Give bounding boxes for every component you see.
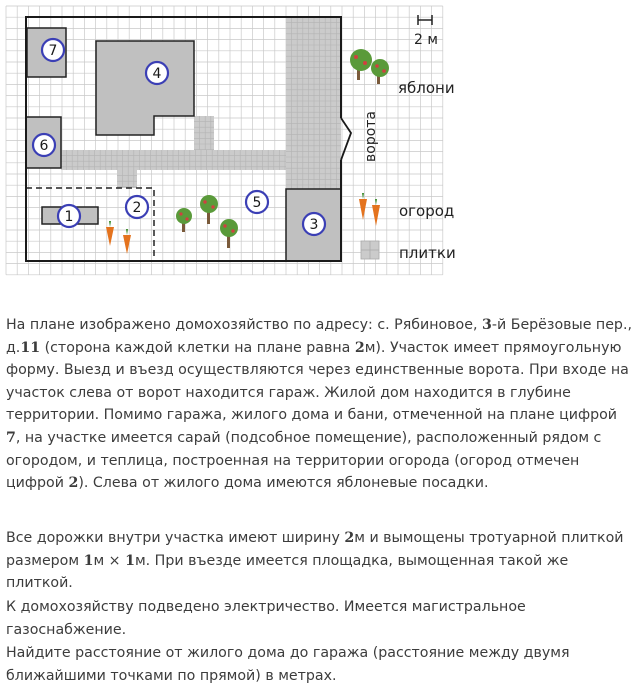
- apple-tree-icon: [200, 195, 218, 224]
- numeral: 7: [6, 429, 16, 446]
- paragraph-paths: Все дорожки внутри участка имеют ширину 2м и вымощены тротуарной плиткой размером 1м × 1м. При въезде имеется площадка, вымощенная такой же плиткой.: [6, 530, 624, 592]
- numeral: 1: [83, 552, 94, 569]
- paragraph-utilities: К домохозяйству подведено электричество. Имеется магистральное газоснабжение.: [6, 599, 526, 638]
- tiles-label: плитки: [399, 244, 456, 262]
- apple-tree-icon: [220, 219, 238, 248]
- paragraph-description: На плане изображено домохозяйство по адресу: с. Рябиновое, 3-й Берёзовые пер., д.11 (сторона каждой клетки на плане равна 2м). Участок имеет прямоугольную форму. Выезд и въезд осуществляются через единственные ворота. При входе на участок слева от ворот находится гараж. Жилой дом находится в глубине территории. Помимо гаража, жилого дома и бани, отмеченной на плане цифрой 7, на участке имеется сарай (подсобное помещение), расположенный рядом с огородом, и теплица, построенная на территории огорода (огород отмечен цифрой 2). Слева от жилого дома имеются яблоневые посадки.: [6, 317, 632, 492]
- apple-trees-label: яблони: [398, 79, 455, 97]
- marker-2-label: 2: [132, 200, 142, 216]
- gate-label: ворота: [363, 110, 379, 162]
- numeral: 2: [344, 530, 355, 546]
- numeral: 2: [354, 339, 365, 356]
- garden-label: огород: [399, 202, 455, 220]
- numeral: 1: [125, 552, 135, 569]
- building-house: [96, 41, 194, 135]
- marker-1-label: 1: [64, 209, 74, 225]
- carrot-icon: [106, 221, 131, 254]
- marker-3-label: 3: [309, 217, 319, 233]
- paragraph-question: Найдите расстояние от жилого дома до гаража (расстояние между двумя ближайшими точками по прямой) в метрах.: [6, 645, 570, 684]
- apple-trees-icon: [350, 49, 389, 84]
- tile-swatch-icon: [361, 241, 379, 259]
- scale-label: 2 м: [414, 32, 438, 48]
- marker-7-label: 7: [48, 43, 58, 59]
- marker-5-label: 5: [252, 195, 262, 211]
- numeral: 11: [20, 339, 41, 356]
- marker-4-label: 4: [152, 66, 162, 82]
- numeral: 2: [68, 475, 79, 492]
- carrot-icon: [359, 193, 380, 226]
- apple-tree-icon: [176, 208, 192, 232]
- plot-plan: [0, 0, 638, 285]
- marker-6-label: 6: [39, 138, 49, 154]
- numeral: 3: [481, 317, 492, 333]
- gate-icon: [341, 118, 351, 160]
